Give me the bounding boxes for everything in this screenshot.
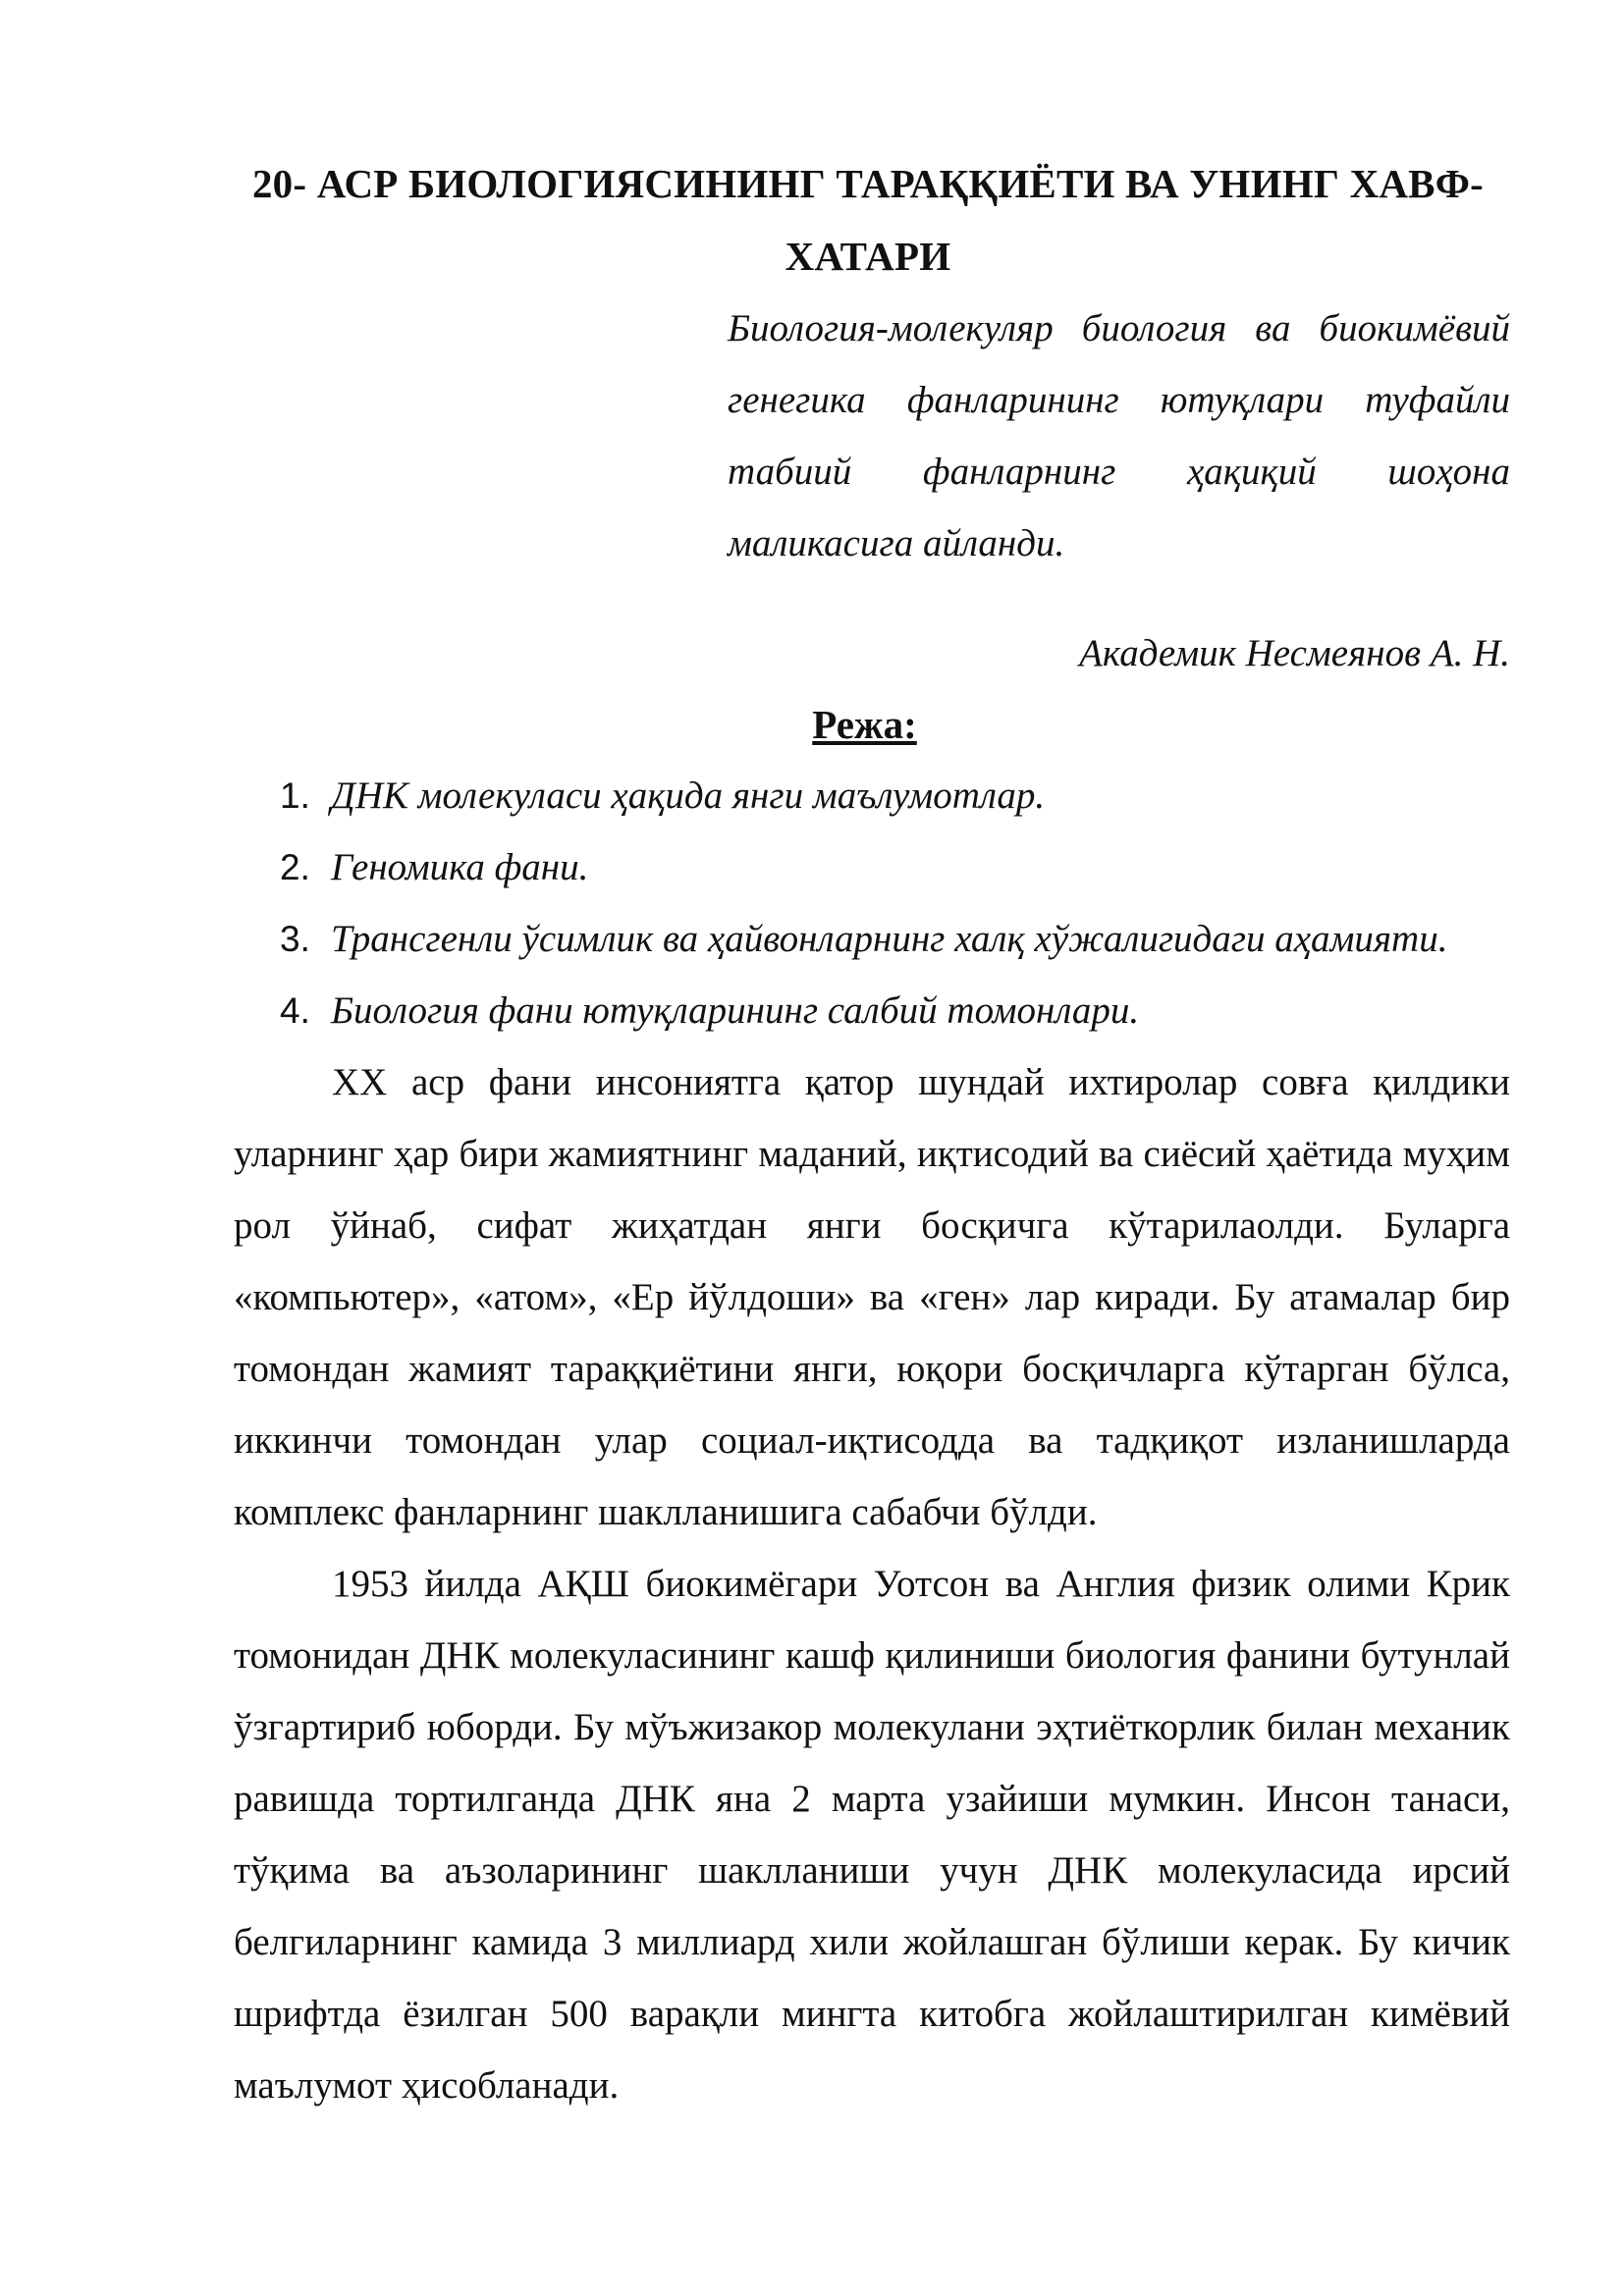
- plan-item: [234, 975, 1510, 1046]
- document-title: 20- АСР БИОЛОГИЯСИНИНГ ТАРАҚҚИЁТИ ВА УНИНГ ХАВФ-ХАТАРИ: [251, 161, 1484, 279]
- plan-item-text: Трансгенли ўсимлик ва ҳайвонларнинг халқ хўжалигидаги аҳамияти.: [331, 918, 1448, 960]
- plan-item: [234, 831, 1510, 903]
- epigraph-author: Академик Несмеянов А. Н.: [1079, 632, 1510, 674]
- body-paragraph: XX аср фани инсониятга қатор шундай ихтиролар совға қилдики уларнинг ҳар бири жамиятнинг маданий, иқтисодий ва сиёсий ҳаётида муҳим рол ўйнаб, сифат жиҳатдан янги босқичга кўтарилаолди. Буларга «компьютер», «атом», «Ер йўлдоши» ва «ген» лар киради. Бу атамалар бир томондан жамият тараққиётини янги, юқори босқичларга кўтарган бўлса, иккинчи томондан улар социал-иқтисодда ва тадқиқот изланишларда комплекс фанларнинг шаклланишига сабабчи бўлди.: [234, 1061, 1510, 1533]
- plan-item-number: 3.: [280, 919, 310, 959]
- body-paragraph: 1953 йилда АҚШ биокимёгари Уотсон ва Англия физик олими Крик томонидан ДНК молекуласининг кашф қилиниши биология фанини бутунлай ўзгартириб юборди. Бу мўъжизакор молекулани эҳтиёткорлик билан механик равишда тортилганда ДНК яна 2 марта узайиши мумкин. Инсон танаси, тўқима ва аъзоларининг шаклланиши учун ДНК молекуласида ирсий белгиларнинг камида 3 миллиард хили жойлашган бўлиши керак. Бу кичик шрифтда ёзилган 500 варақли мингта китобга жойлаштирилган кимёвий маълумот ҳисобланади.: [234, 1563, 1510, 2107]
- plan-item-text: Биология фани ютуқларининг салбий томонлари.: [331, 989, 1140, 1032]
- plan-item-number: 4.: [280, 990, 310, 1031]
- plan-item-number: 2.: [280, 847, 310, 887]
- plan-item-text: ДНК молекуласи ҳақида янги маълумотлар.: [331, 774, 1046, 817]
- plan-item: [234, 760, 1510, 831]
- epigraph-text: Биология-молекуляр биология ва биокимёвий генегика фанларининг ютуқлари туфайли табиий фанларнинг ҳақиқий шоҳона маликасига айланди.: [728, 307, 1510, 564]
- document-page: [234, 147, 1510, 2121]
- plan-item: [234, 903, 1510, 975]
- plan-item-number: 1.: [280, 775, 310, 816]
- plan-heading: Режа:: [812, 702, 917, 747]
- plan-list: [234, 760, 1510, 1046]
- plan-item-text: Геномика фани.: [331, 846, 589, 888]
